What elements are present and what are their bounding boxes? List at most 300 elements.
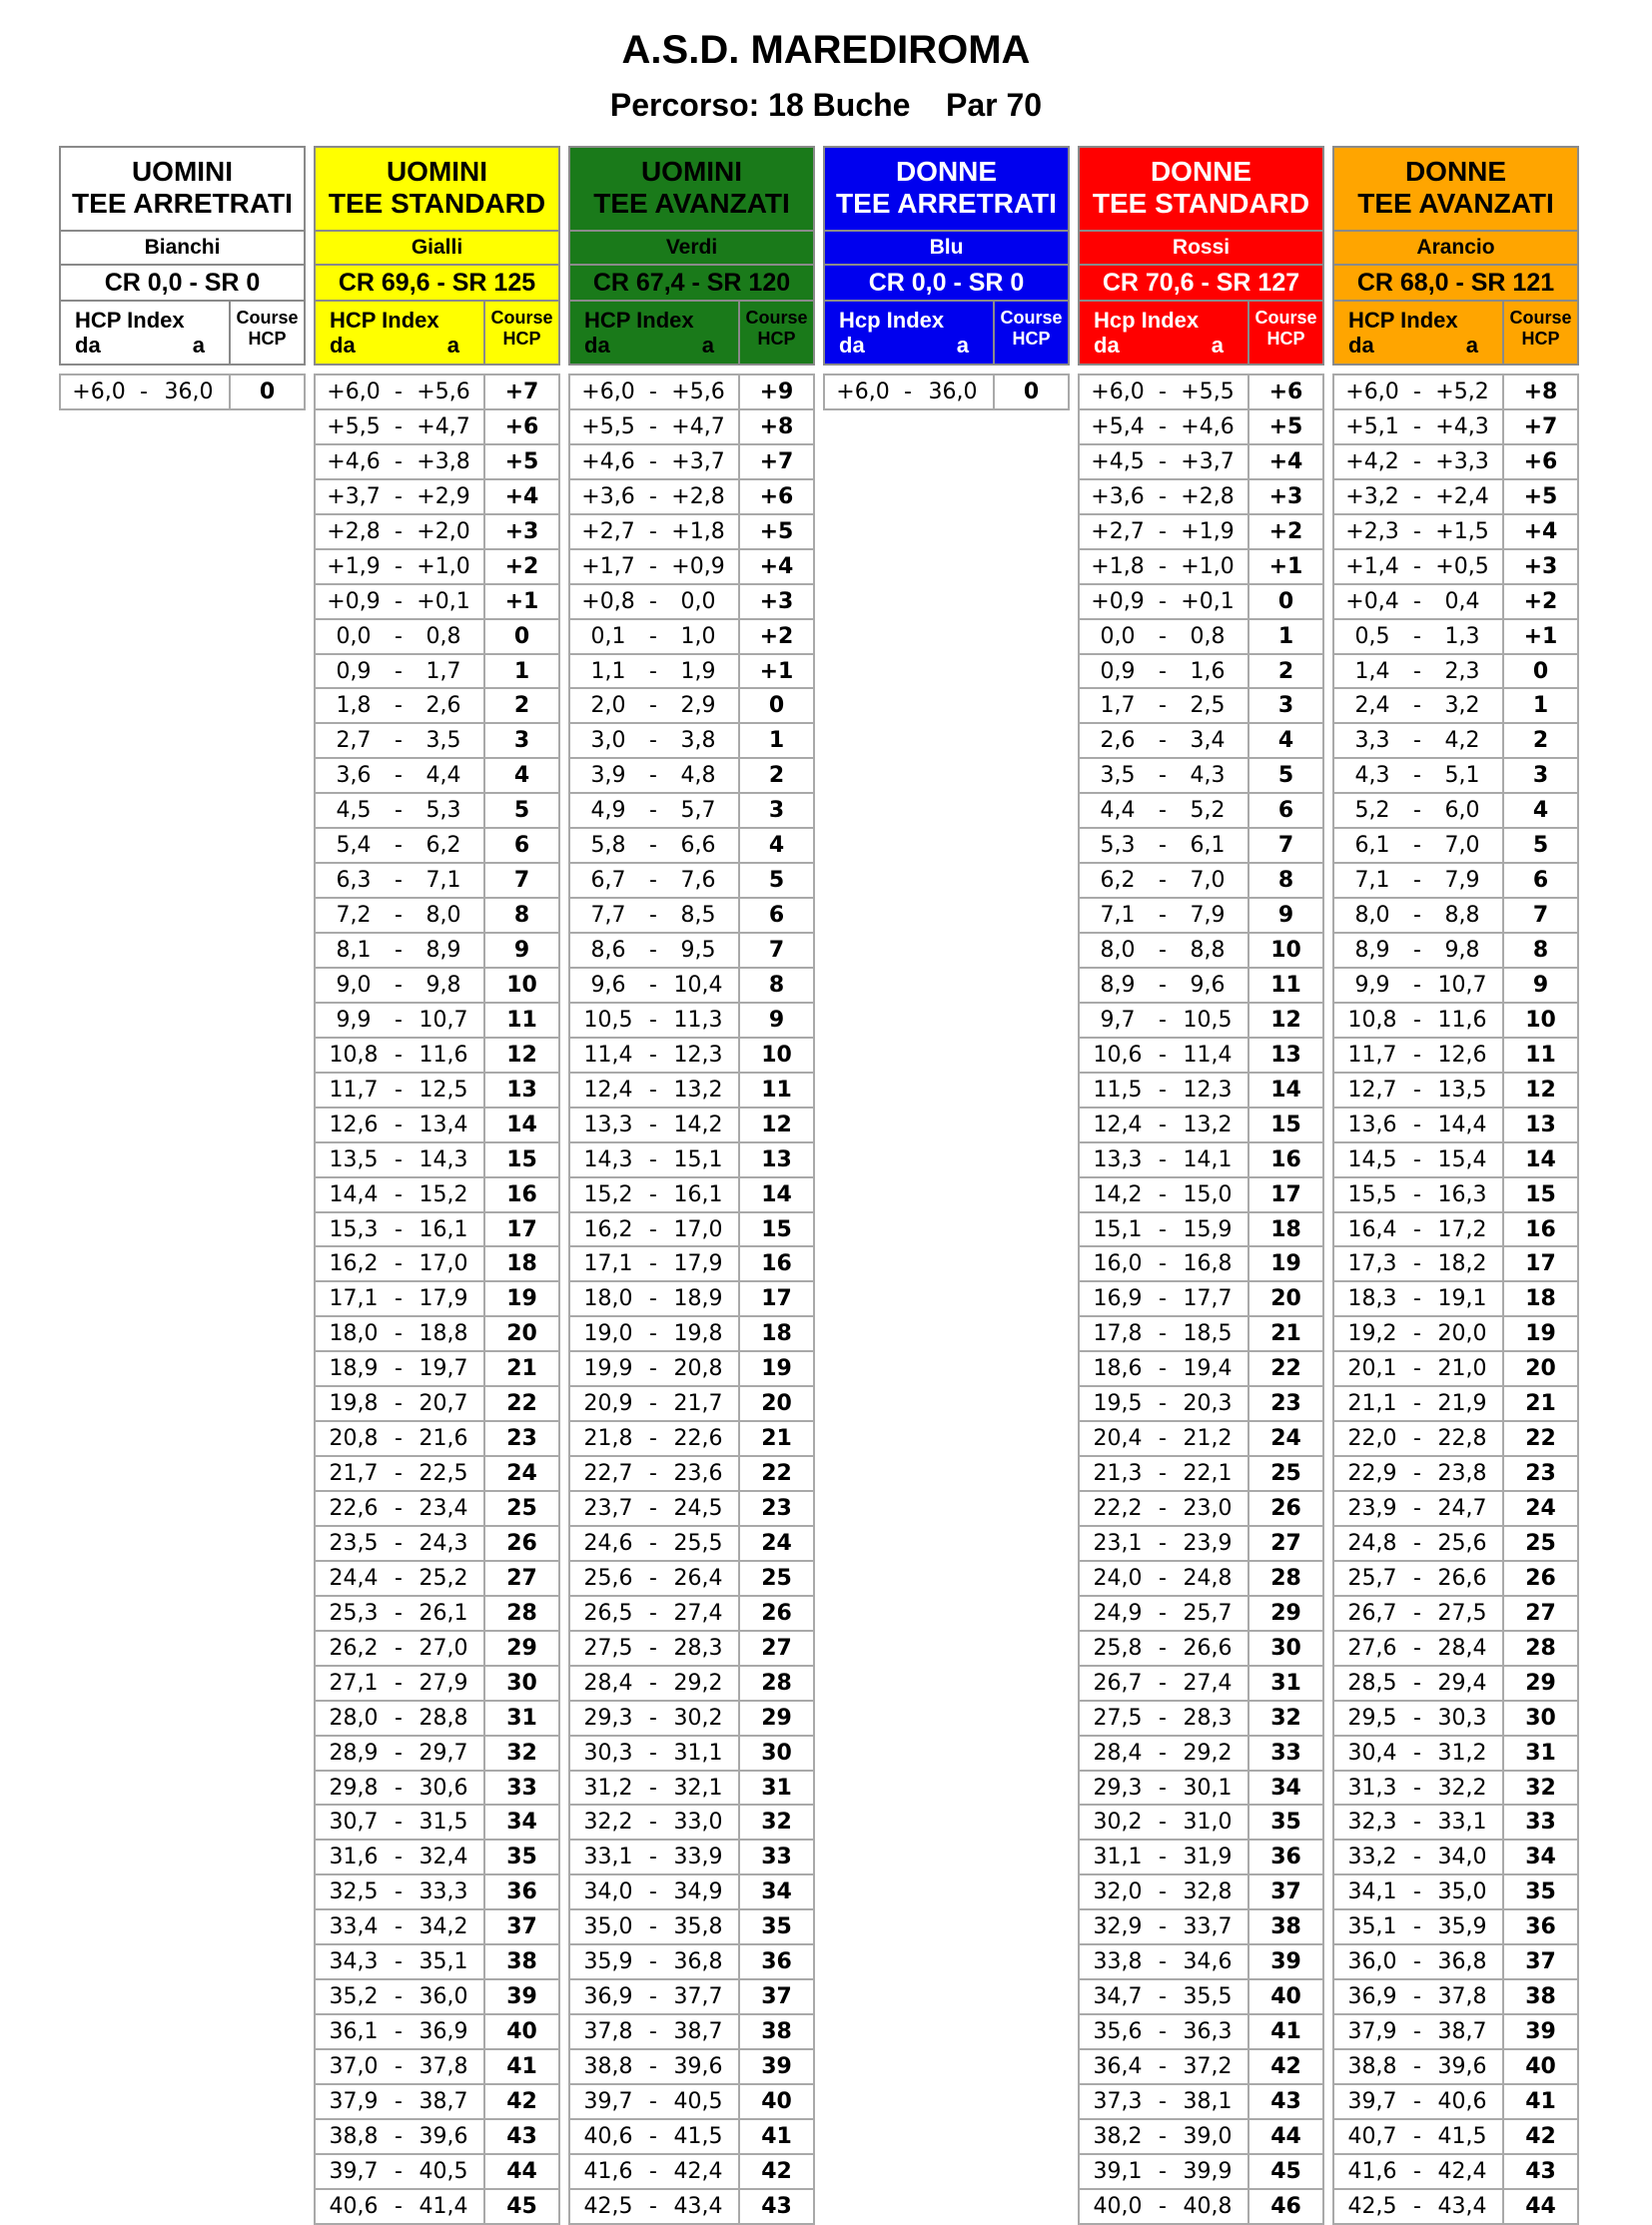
index-from: 12,4: [1093, 1112, 1143, 1137]
index-from: 4,5: [336, 798, 372, 824]
hcp-index-range: [316, 864, 485, 897]
hcp-index-range: [1080, 1109, 1249, 1141]
index-from: 24,0: [1093, 1565, 1143, 1591]
index-to: 7,0: [1190, 868, 1226, 894]
table-row: [1080, 1422, 1322, 1457]
index-to: 0,4: [1444, 588, 1480, 614]
index-from: 37,9: [329, 2088, 379, 2114]
course-hcp-value: 44: [506, 2158, 537, 2184]
index-from: 25,8: [1093, 1635, 1143, 1661]
range-dash: -: [1413, 483, 1421, 509]
hcp-index-range: [316, 1875, 485, 1908]
index-to: 2,3: [1444, 658, 1480, 684]
range-dash: -: [395, 2158, 403, 2184]
index-from: 33,8: [1093, 1949, 1143, 1975]
tee-color-name: Gialli: [316, 232, 558, 266]
hcp-index-range: [1080, 1980, 1249, 2013]
index-to: 27,9: [418, 1670, 468, 1696]
table-row: [1334, 2190, 1577, 2225]
index-from: +5,4: [1091, 413, 1145, 439]
hcp-index-range: [1080, 480, 1249, 513]
index-to: 14,2: [673, 1112, 723, 1137]
table-row: [316, 1562, 558, 1597]
tee-gender: DONNE: [1150, 156, 1252, 187]
hcp-index-range: [1080, 2190, 1249, 2223]
course-hcp-value: 21: [506, 1356, 537, 1382]
index-from: +1,8: [1091, 553, 1145, 579]
course-hcp-value: 41: [1270, 2019, 1301, 2045]
range-dash: -: [1159, 1042, 1167, 1068]
index-to: +5,5: [1181, 379, 1235, 404]
index-from: 14,3: [583, 1146, 633, 1172]
table-row: [316, 480, 558, 515]
index-from: 36,1: [329, 2019, 379, 2045]
index-to: 14,4: [1437, 1112, 1487, 1137]
table-row: [1334, 794, 1577, 829]
course-hcp-value: 5: [513, 798, 530, 824]
range-dash: -: [395, 1321, 403, 1347]
hcp-index-range: [570, 445, 740, 478]
index-from: 11,7: [1347, 1042, 1397, 1068]
hcp-index-range: [1080, 1004, 1249, 1037]
course-hcp-value: 15: [1270, 1112, 1301, 1137]
index-to: 27,4: [1183, 1670, 1233, 1696]
index-from: 15,2: [583, 1181, 633, 1207]
index-to: 42,4: [1437, 2158, 1487, 2184]
course-hcp-value: 10: [1270, 938, 1301, 963]
range-dash: -: [395, 623, 403, 649]
course-hcp-value: 46: [1270, 2193, 1301, 2219]
course-hcp-value: 38: [761, 2019, 792, 2045]
index-to: 13,2: [673, 1077, 723, 1103]
hcp-index-range: [316, 1387, 485, 1420]
course-hcp-value: 19: [1525, 1321, 1556, 1347]
range-dash: -: [649, 1984, 657, 2010]
hcp-index-range: [316, 1806, 485, 1839]
hcp-index-range: [316, 1737, 485, 1770]
index-to: 8,8: [1444, 903, 1480, 929]
hcp-index-range: [1334, 1074, 1504, 1107]
index-from: 0,9: [336, 658, 372, 684]
course-hcp-value: 7: [1532, 903, 1549, 929]
hcp-index-range: [1334, 1143, 1504, 1176]
hcp-index-range: [570, 1039, 740, 1072]
course-hcp-value: 14: [1525, 1146, 1556, 1172]
course-hcp-value: 24: [506, 1461, 537, 1487]
index-from: 36,4: [1093, 2054, 1143, 2079]
index-to: +1,5: [1435, 518, 1489, 544]
range-dash: -: [1159, 1216, 1167, 1242]
tee-gender: UOMINI: [640, 156, 743, 187]
index-to: 24,7: [1437, 1496, 1487, 1521]
hcp-index-range: [316, 1841, 485, 1873]
tee-column-header: [1078, 146, 1324, 366]
index-from: 27,5: [583, 1635, 633, 1661]
index-from: 1,1: [590, 658, 626, 684]
index-from: 29,3: [583, 1705, 633, 1731]
index-to: 3,2: [1444, 693, 1480, 719]
table-row: [1334, 410, 1577, 445]
course-hcp-value: 10: [506, 972, 537, 998]
course-hcp-value: 40: [761, 2088, 792, 2114]
index-to: 7,9: [1190, 903, 1226, 929]
index-to: 4,4: [425, 763, 461, 789]
range-dash: -: [395, 868, 403, 894]
hcp-index-range: [1080, 1806, 1249, 1839]
index-from: +5,5: [327, 413, 381, 439]
index-to: 37,7: [673, 1984, 723, 2010]
course-hcp-value: 1: [1277, 623, 1294, 649]
handicap-table: [823, 373, 1070, 410]
index-from: 38,8: [329, 2123, 379, 2149]
range-dash: -: [649, 1496, 657, 1521]
table-row: [1334, 2155, 1577, 2190]
hcp-index-range: [1080, 2015, 1249, 2048]
table-row: [1334, 1910, 1577, 1945]
tee-column-header: [568, 146, 815, 366]
hcp-index-range: [570, 829, 740, 862]
table-row: [1334, 1527, 1577, 1562]
range-dash: -: [649, 1670, 657, 1696]
table-row: [316, 1109, 558, 1143]
course-hcp-value: 11: [1270, 972, 1301, 998]
range-dash: -: [1159, 1949, 1167, 1975]
hcp-index-range: [1080, 1317, 1249, 1350]
index-from: +4,5: [1091, 448, 1145, 474]
course-hcp-value: 15: [761, 1216, 792, 1242]
hcp-index-range: [316, 410, 485, 443]
course-rating: CR 0,0 - SR 0: [825, 266, 1068, 302]
table-row: [1080, 1667, 1322, 1702]
range-dash: -: [1413, 1879, 1421, 1905]
table-row: [570, 1667, 813, 1702]
range-dash: -: [1413, 2158, 1421, 2184]
index-to: 16,3: [1437, 1181, 1487, 1207]
table-row: [316, 1945, 558, 1980]
course-hcp-value: 21: [1270, 1321, 1301, 1347]
course-hcp-value: 22: [761, 1461, 792, 1487]
table-row: [1334, 969, 1577, 1004]
range-dash: -: [649, 833, 657, 859]
hcp-index-range: [570, 689, 740, 722]
index-from: 32,3: [1347, 1810, 1397, 1836]
index-from: +6,0: [836, 379, 890, 404]
hcp-index-range: [1334, 689, 1504, 722]
range-dash: -: [395, 693, 403, 719]
range-dash: -: [649, 2193, 657, 2219]
range-dash: -: [395, 1461, 403, 1487]
index-to: 35,1: [418, 1949, 468, 1975]
course-label: Course: [236, 308, 299, 328]
table-row: [1080, 1039, 1322, 1074]
index-from: 11,5: [1093, 1077, 1143, 1103]
table-row: [570, 1352, 813, 1387]
table-row: [1080, 1178, 1322, 1213]
tee-color-name: Arancio: [1334, 232, 1577, 266]
index-from: 13,6: [1347, 1112, 1397, 1137]
course-hcp-value: +1: [504, 588, 539, 614]
index-to: 9,6: [1190, 972, 1226, 998]
tee-column-header: [314, 146, 560, 366]
index-to: 13,5: [1437, 1077, 1487, 1103]
range-dash: -: [1159, 833, 1167, 859]
course-hcp-value: +2: [504, 553, 539, 579]
index-from: 33,2: [1347, 1845, 1397, 1870]
index-from: 19,8: [329, 1391, 379, 1417]
index-to: 28,4: [1437, 1635, 1487, 1661]
course-hcp-header: [995, 302, 1068, 364]
index-from: 33,4: [329, 1914, 379, 1940]
index-from: 14,2: [1093, 1181, 1143, 1207]
course-hcp-value: 38: [1525, 1984, 1556, 2010]
range-dash: -: [1413, 1530, 1421, 1556]
table-row: [570, 515, 813, 550]
index-to: 21,7: [673, 1391, 723, 1417]
from-label: da: [75, 333, 101, 358]
table-row: [1080, 1945, 1322, 1980]
table-row: [570, 1772, 813, 1807]
index-from: 36,0: [1347, 1949, 1397, 1975]
index-from: 0,0: [1100, 623, 1136, 649]
table-row: [570, 2050, 813, 2085]
table-row: [316, 1875, 558, 1910]
table-row: [1080, 1875, 1322, 1910]
hcp-index-range: [570, 585, 740, 618]
course-hcp-value: +8: [1523, 379, 1558, 404]
course-hcp-value: 6: [513, 833, 530, 859]
hcp-index-range: [570, 1178, 740, 1211]
range-dash: -: [649, 2054, 657, 2079]
course-hcp-value: 4: [768, 833, 785, 859]
table-row: [1334, 1597, 1577, 1632]
index-from: 39,7: [1347, 2088, 1397, 2114]
table-row: [1334, 829, 1577, 864]
hcp-index-range: [1080, 829, 1249, 862]
table-row: [570, 1875, 813, 1910]
range-dash: -: [1413, 1600, 1421, 1626]
range-dash: -: [1159, 1705, 1167, 1731]
to-label: a: [1211, 333, 1224, 358]
range-dash: -: [1159, 1461, 1167, 1487]
index-to: 31,9: [1183, 1845, 1233, 1870]
course-hcp-value: 8: [768, 972, 785, 998]
range-dash: -: [395, 798, 403, 824]
table-row: [570, 1945, 813, 1980]
table-row: [1334, 1772, 1577, 1807]
hcp-index-range: [570, 1527, 740, 1560]
course-hcp-value: 36: [761, 1949, 792, 1975]
index-to: 38,7: [673, 2019, 723, 2045]
course-hcp-header: [1504, 302, 1577, 364]
tee-type: TEE ARRETRATI: [72, 188, 293, 219]
index-from: 25,6: [583, 1565, 633, 1591]
index-to: 20,0: [1437, 1321, 1487, 1347]
course-hcp-value: 26: [506, 1530, 537, 1556]
course-hcp-value: 4: [1277, 728, 1294, 754]
index-from: 36,9: [1347, 1984, 1397, 2010]
index-from: 34,3: [329, 1949, 379, 1975]
course-hcp-value: 14: [1270, 1077, 1301, 1103]
hcp-index-range: [570, 794, 740, 827]
hcp-label: HCP: [757, 329, 796, 349]
hcp-index-range: [316, 1702, 485, 1735]
index-to: 0,0: [680, 588, 716, 614]
index-from: 34,1: [1347, 1879, 1397, 1905]
table-row: [1080, 1980, 1322, 2015]
index-from: 30,7: [329, 1810, 379, 1836]
range-dash: -: [1159, 1740, 1167, 1766]
index-from: 22,9: [1347, 1461, 1397, 1487]
range-dash: -: [904, 379, 912, 404]
table-row: [1080, 550, 1322, 585]
index-from: 9,0: [336, 972, 372, 998]
range-dash: -: [649, 588, 657, 614]
course-label: Course: [745, 308, 808, 328]
range-dash: -: [649, 658, 657, 684]
table-row: [316, 1074, 558, 1109]
range-dash: -: [1413, 1565, 1421, 1591]
course-rating: CR 69,6 - SR 125: [316, 266, 558, 302]
index-to: 1,3: [1444, 623, 1480, 649]
index-to: 16,8: [1183, 1251, 1233, 1277]
table-row: [1334, 1317, 1577, 1352]
index-to: 36,8: [673, 1949, 723, 1975]
table-row: [316, 1178, 558, 1213]
table-row: [316, 1667, 558, 1702]
course-hcp-value: 28: [1525, 1635, 1556, 1661]
index-to: 40,5: [673, 2088, 723, 2114]
range-dash: -: [395, 1705, 403, 1731]
course-hcp-value: 23: [761, 1496, 792, 1521]
table-row: [1334, 515, 1577, 550]
course-hcp-value: 34: [506, 1810, 537, 1836]
handicap-table: [1332, 373, 1579, 2225]
table-row: [1080, 375, 1322, 410]
table-row: [1334, 1422, 1577, 1457]
index-from: +6,0: [1091, 379, 1145, 404]
index-from: 20,1: [1347, 1356, 1397, 1382]
course-hcp-value: +2: [1268, 518, 1303, 544]
table-row: [316, 1247, 558, 1282]
table-row: [1334, 1945, 1577, 1980]
index-to: 41,5: [1437, 2123, 1487, 2149]
table-row: [1080, 655, 1322, 690]
course-hcp-value: 10: [761, 1042, 792, 1068]
hcp-index-range: [1080, 1178, 1249, 1211]
index-from: 0,1: [590, 623, 626, 649]
table-row: [1334, 620, 1577, 655]
range-dash: -: [1413, 2193, 1421, 2219]
index-to: +5,2: [1435, 379, 1489, 404]
index-to: 35,5: [1183, 1984, 1233, 2010]
index-from: 39,7: [583, 2088, 633, 2114]
index-from: 20,9: [583, 1391, 633, 1417]
hcp-index-range: [570, 1875, 740, 1908]
index-from: 14,4: [329, 1181, 379, 1207]
range-dash: -: [1413, 1391, 1421, 1417]
range-dash: -: [649, 1635, 657, 1661]
index-to: 37,2: [1183, 2054, 1233, 2079]
index-from: 2,7: [336, 728, 372, 754]
index-from: +1,7: [581, 553, 635, 579]
hcp-index-range: [316, 1667, 485, 1700]
table-row: [316, 1737, 558, 1772]
table-row: [1334, 1875, 1577, 1910]
range-dash: -: [649, 972, 657, 998]
hcp-index-range: [1080, 1213, 1249, 1246]
index-to: +3,3: [1435, 448, 1489, 474]
index-from: 17,1: [583, 1251, 633, 1277]
index-from: 42,5: [583, 2193, 633, 2219]
table-row: [1080, 2085, 1322, 2120]
table-row: [1334, 1213, 1577, 1248]
range-dash: -: [395, 938, 403, 963]
course-hcp-value: 17: [1525, 1251, 1556, 1277]
index-to: 32,2: [1437, 1775, 1487, 1801]
index-from: 16,4: [1347, 1216, 1397, 1242]
range-dash: -: [395, 1600, 403, 1626]
course-hcp-value: 4: [513, 763, 530, 789]
hcp-index-range: [1080, 969, 1249, 1002]
hcp-index-header: [316, 302, 485, 364]
table-row: [316, 689, 558, 724]
column-subheader: [316, 302, 558, 364]
course-rating: CR 67,4 - SR 120: [570, 266, 813, 302]
range-dash: -: [140, 379, 148, 404]
table-row: [1334, 1806, 1577, 1841]
table-row: [1334, 1667, 1577, 1702]
index-to: 12,5: [418, 1077, 468, 1103]
index-from: 18,0: [583, 1286, 633, 1312]
course-hcp-value: 9: [513, 938, 530, 963]
index-to: 22,6: [673, 1426, 723, 1452]
range-dash: -: [395, 2123, 403, 2149]
index-from: 38,8: [583, 2054, 633, 2079]
table-row: [570, 1806, 813, 1841]
range-dash: -: [395, 1984, 403, 2010]
table-row: [1080, 1806, 1322, 1841]
range-dash: -: [395, 903, 403, 929]
table-row: [1080, 1457, 1322, 1492]
range-dash: -: [1413, 658, 1421, 684]
index-to: 29,2: [673, 1670, 723, 1696]
index-from: 28,4: [1093, 1740, 1143, 1766]
hcp-index-range: [570, 1317, 740, 1350]
hcp-index-range: [316, 1213, 485, 1246]
hcp-index-range: [1080, 1247, 1249, 1280]
range-dash: -: [1159, 588, 1167, 614]
table-row: [570, 375, 813, 410]
index-from: 26,7: [1093, 1670, 1143, 1696]
hcp-index-range: [1334, 1875, 1504, 1908]
table-row: [1334, 1143, 1577, 1178]
range-dash: -: [649, 938, 657, 963]
tee-category: [825, 148, 1068, 232]
table-row: [1334, 1178, 1577, 1213]
hcp-index-range: [1334, 1352, 1504, 1385]
hcp-index-label: Hcp Index: [839, 308, 945, 333]
hcp-index-range: [570, 1004, 740, 1037]
range-dash: -: [1413, 938, 1421, 963]
index-to: 17,2: [1437, 1216, 1487, 1242]
range-dash: -: [1159, 2019, 1167, 2045]
hcp-index-range: [1080, 1910, 1249, 1943]
course-hcp-value: 13: [1270, 1042, 1301, 1068]
index-to: 13,2: [1183, 1112, 1233, 1137]
table-row: [1334, 689, 1577, 724]
table-row: [1080, 1597, 1322, 1632]
index-to: 5,2: [1190, 798, 1226, 824]
